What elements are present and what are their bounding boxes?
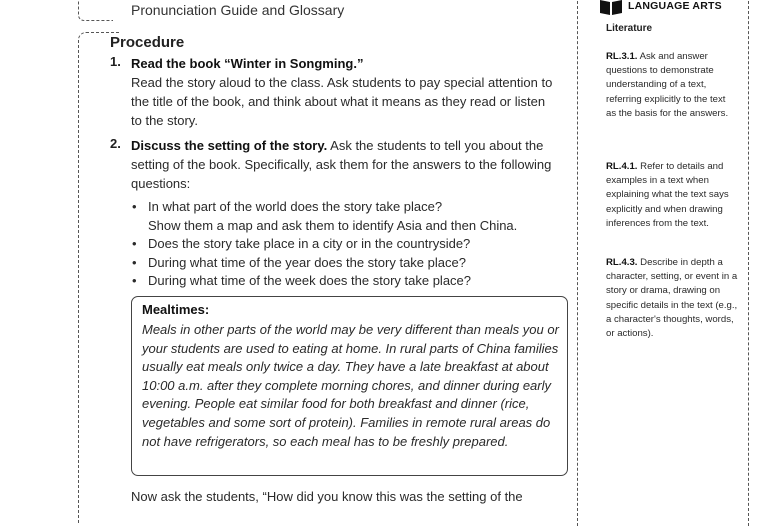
standard-text: Refer to details and examples in a text when explaining what the text says explicitly and when drawing inferences from the text. — [606, 161, 729, 229]
step-body: Ask the students to tell you about the setting of the book. Specifically, ask them for the answers to the following questions: — [131, 138, 552, 191]
list-item: Show them a map and ask them to identify Asia and then China. — [148, 217, 518, 233]
list-item: • During what time of the week does the story take place? — [131, 272, 561, 291]
category-label: Literature — [606, 23, 653, 34]
step-number: 2. — [110, 136, 121, 151]
bullet-icon: • — [132, 199, 137, 214]
bullet-icon: • — [132, 254, 137, 270]
standard-item — [606, 160, 738, 231]
step-2 — [131, 136, 563, 193]
top-frame-bracket — [78, 0, 113, 21]
closing-text: Now ask the students, “How did you know this was the setting of the — [131, 489, 523, 504]
step-title: Read the book “Winter in Songming.” — [131, 56, 364, 71]
standard-text: Describe in depth a character, setting, or event in a story or drama, drawing on specific details in the text (e.g., a character's thoughts, words, or actions). — [606, 257, 738, 340]
step-body: Read the story aloud to the class. Ask students to pay special attention to the title of the book, and think about what it means as they read or listen to the story. — [131, 75, 553, 128]
resource-line: Pronunciation Guide and Glossary — [131, 2, 345, 18]
standard-item — [606, 256, 738, 341]
standard-code: RL.4.1. — [606, 161, 638, 172]
list-item: • Does the story take place in a city or in the countryside? — [131, 235, 561, 254]
bullet-icon: • — [132, 236, 137, 252]
step-number: 1. — [110, 54, 121, 69]
procedure-heading: Procedure — [110, 34, 185, 51]
mealtimes-text: Meals in other parts of the world may be very different than meals you or your students are used to eating at home. In rural parts of China families usually eat meals only twice a day. They have a late breakfast at about 10:00 a.m. after they complete morning chores, and dinner during early evening. People eat similar food for both breakfast and dinner (rice, vegetables and some sort of protein). Families in remote rural areas do not have refrigerators, so each meal has to be freshly prepared. — [142, 322, 559, 449]
mealtimes-title: Mealtimes: — [142, 302, 210, 317]
list-item: • During what time of the year does the story take place? — [131, 254, 561, 273]
procedure-frame — [78, 32, 119, 523]
subject-label: LANGUAGE ARTS — [628, 0, 722, 12]
book-icon — [598, 0, 624, 16]
standard-code: RL.4.3. — [606, 257, 638, 268]
step-title: Discuss the setting of the story. — [131, 138, 328, 153]
standard-text: Ask and answer questions to demonstrate understanding of a text, referring explicitly to the text as the basis for the answers. — [606, 51, 729, 119]
question-list — [131, 198, 561, 291]
step-1 — [131, 54, 559, 130]
standard-item — [606, 50, 738, 121]
bullet-icon: • — [132, 273, 137, 289]
list-item: • In what part of the world does the story take place? — [131, 198, 561, 217]
standard-code: RL.3.1. — [606, 51, 638, 62]
